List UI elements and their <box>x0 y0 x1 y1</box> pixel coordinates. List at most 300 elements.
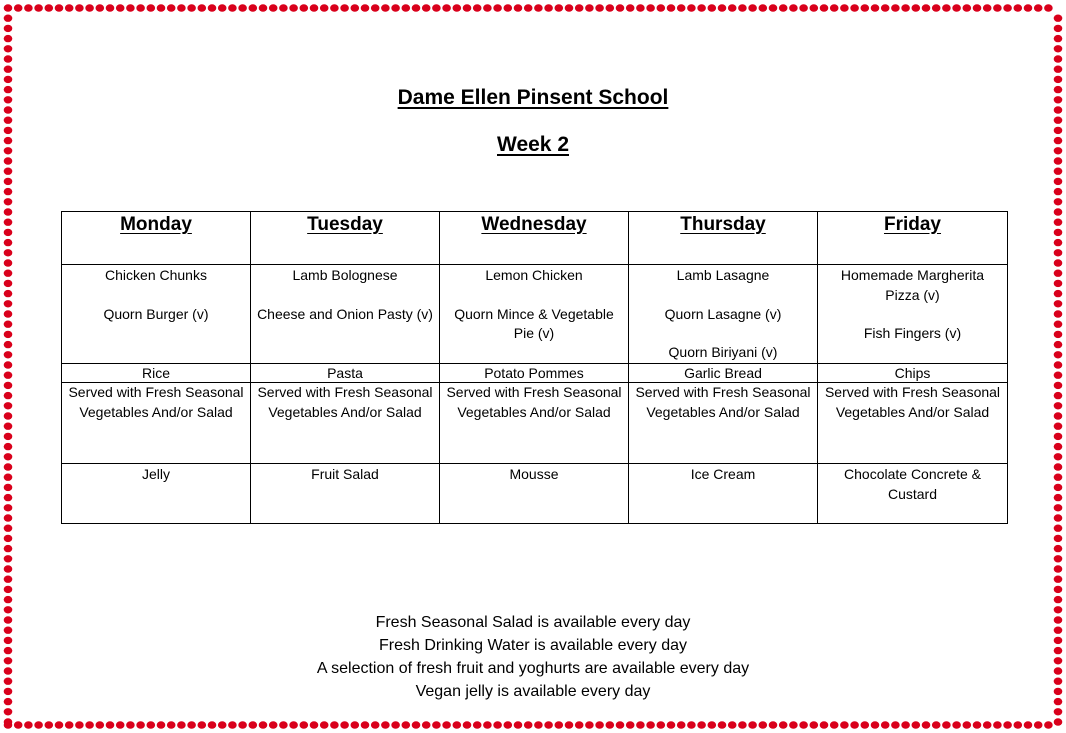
border-dot <box>300 4 309 11</box>
border-dot <box>4 586 13 593</box>
border-dot <box>1054 351 1063 358</box>
border-dot <box>728 4 737 11</box>
border-dot <box>402 4 411 11</box>
border-dot <box>524 4 533 11</box>
border-dot <box>442 4 451 11</box>
border-dot <box>55 721 64 728</box>
veg-cell-monday: Served with Fresh Seasonal Vegetables And/or Salad <box>62 383 251 464</box>
border-dot <box>24 721 33 728</box>
border-dot <box>912 721 921 728</box>
border-dot <box>677 4 686 11</box>
border-dot <box>4 45 13 52</box>
border-dot <box>810 4 819 11</box>
border-dot <box>534 721 543 728</box>
border-dot <box>218 4 227 11</box>
border-dot <box>922 721 931 728</box>
border-dot <box>1054 392 1063 399</box>
border-dot <box>646 721 655 728</box>
border-dot <box>412 4 421 11</box>
border-dot <box>279 721 288 728</box>
border-dot <box>259 721 268 728</box>
border-dot <box>289 4 298 11</box>
border-dot <box>1054 55 1063 62</box>
border-dot <box>616 721 625 728</box>
border-dot <box>565 721 574 728</box>
border-dot <box>1054 433 1063 440</box>
border-dot <box>4 494 13 501</box>
dessert-row <box>62 464 1008 524</box>
border-dot <box>483 4 492 11</box>
border-dot <box>718 4 727 11</box>
border-dot <box>4 721 13 728</box>
border-dot <box>504 4 513 11</box>
border-dot <box>4 463 13 470</box>
border-dot <box>4 208 13 215</box>
border-dot <box>177 721 186 728</box>
border-dot <box>4 555 13 562</box>
border-dot <box>75 721 84 728</box>
border-dot <box>1054 331 1063 338</box>
veg-row <box>62 383 1008 464</box>
border-dot <box>4 321 13 328</box>
footer-line: Fresh Seasonal Salad is available every day <box>375 614 691 631</box>
border-dot <box>1044 4 1053 11</box>
border-dot <box>677 721 686 728</box>
border-dot <box>310 4 319 11</box>
day-header-wednesday: Wednesday <box>440 212 629 265</box>
border-dot <box>330 721 339 728</box>
day-header-friday: Friday <box>818 212 1008 265</box>
border-dot <box>4 157 13 164</box>
border-dot <box>473 4 482 11</box>
border-dot <box>4 290 13 297</box>
border-dot <box>1054 453 1063 460</box>
veg-cell-wednesday: Served with Fresh Seasonal Vegetables And/or Salad <box>440 383 629 464</box>
border-dot <box>667 4 676 11</box>
border-dot <box>4 545 13 552</box>
border-dot <box>738 4 747 11</box>
border-dot <box>371 721 380 728</box>
border-dot <box>442 721 451 728</box>
footer-line: A selection of fresh fruit and yoghurts are available every day <box>316 660 750 677</box>
border-dot <box>1054 270 1063 277</box>
main-dish: Lemon Chicken <box>485 267 583 283</box>
border-dot <box>106 721 115 728</box>
border-dot <box>1024 721 1033 728</box>
border-dot <box>432 721 441 728</box>
border-dot <box>238 721 247 728</box>
border-dot <box>993 4 1002 11</box>
border-dot <box>932 4 941 11</box>
border-dot <box>4 229 13 236</box>
border-dot <box>167 721 176 728</box>
border-dot <box>555 4 564 11</box>
footer-line: Vegan jelly is available every day <box>415 683 651 700</box>
border-dot <box>1054 208 1063 215</box>
border-dot <box>320 4 329 11</box>
border-dot <box>1054 76 1063 83</box>
border-dot <box>514 721 523 728</box>
border-dot <box>1024 4 1033 11</box>
border-dot <box>361 4 370 11</box>
border-dot <box>1054 504 1063 511</box>
border-dot <box>514 4 523 11</box>
border-dot <box>1034 721 1043 728</box>
border-dot <box>14 4 23 11</box>
border-dot <box>952 4 961 11</box>
border-dot <box>891 4 900 11</box>
border-dot <box>922 4 931 11</box>
carb-cell-wednesday: Potato Pommes <box>440 364 629 383</box>
border-dot <box>1054 25 1063 32</box>
border-dot <box>14 721 23 728</box>
border-dot <box>901 721 910 728</box>
border-dot <box>1054 66 1063 73</box>
border-dot <box>4 310 13 317</box>
border-dot <box>4 15 13 22</box>
border-dot <box>1034 4 1043 11</box>
border-dot <box>544 4 553 11</box>
border-dot <box>4 198 13 205</box>
border-dot <box>1054 708 1063 715</box>
border-dot <box>942 721 951 728</box>
main-dish: Quorn Biriyani (v) <box>668 344 778 360</box>
border-dot <box>34 721 43 728</box>
border-dot <box>351 4 360 11</box>
border-dot <box>4 4 13 11</box>
border-dot <box>759 721 768 728</box>
border-dot <box>912 4 921 11</box>
border-dot <box>565 4 574 11</box>
border-dot <box>1054 361 1063 368</box>
border-dot <box>769 4 778 11</box>
border-dot <box>402 721 411 728</box>
border-dot <box>65 721 74 728</box>
border-dot <box>595 4 604 11</box>
border-dot <box>585 4 594 11</box>
border-dot <box>1054 198 1063 205</box>
border-dot <box>320 721 329 728</box>
border-dot <box>1054 290 1063 297</box>
border-dot <box>208 4 217 11</box>
border-dot <box>4 300 13 307</box>
border-dot <box>1054 382 1063 389</box>
border-dot <box>198 721 207 728</box>
border-dot <box>96 4 105 11</box>
border-dot <box>881 4 890 11</box>
border-dot <box>4 525 13 532</box>
border-dot <box>973 721 982 728</box>
day-header-monday: Monday <box>62 212 251 265</box>
main-dish: Lamb Lasagne <box>676 267 770 283</box>
border-dot <box>453 4 462 11</box>
school-title: Dame Ellen Pinsent School <box>397 86 669 109</box>
border-dot <box>1054 514 1063 521</box>
border-dot <box>779 4 788 11</box>
border-dot <box>422 4 431 11</box>
dessert-cell-monday: Jelly <box>62 464 251 524</box>
main-dish: Fish Fingers (v) <box>863 325 962 341</box>
border-dot <box>1054 35 1063 42</box>
border-dot <box>4 361 13 368</box>
border-dot <box>4 474 13 481</box>
border-dot <box>493 4 502 11</box>
border-dot <box>75 4 84 11</box>
border-dot <box>422 721 431 728</box>
border-dot <box>4 412 13 419</box>
border-dot <box>1054 576 1063 583</box>
border-dot <box>4 76 13 83</box>
border-dot <box>861 721 870 728</box>
border-dot <box>1054 249 1063 256</box>
border-dot <box>4 178 13 185</box>
border-dot <box>973 4 982 11</box>
border-dot <box>1054 565 1063 572</box>
border-dot <box>1054 15 1063 22</box>
menu-table <box>61 211 1008 524</box>
border-dot <box>4 372 13 379</box>
border-dot <box>4 535 13 542</box>
main-dish: Cheese and Onion Pasty (v) <box>257 305 433 322</box>
border-dot <box>606 721 615 728</box>
border-dot <box>4 433 13 440</box>
border-dot <box>1054 117 1063 124</box>
border-dot <box>391 4 400 11</box>
border-dot <box>1054 402 1063 409</box>
border-dot <box>1054 535 1063 542</box>
border-dot <box>697 4 706 11</box>
border-dot <box>534 4 543 11</box>
border-dot <box>4 280 13 287</box>
border-dot <box>1054 545 1063 552</box>
border-dot <box>1054 372 1063 379</box>
border-dot <box>136 4 145 11</box>
border-dot <box>657 4 666 11</box>
border-dot <box>340 721 349 728</box>
border-dot <box>942 4 951 11</box>
border-dot <box>249 721 258 728</box>
border-dot <box>147 721 156 728</box>
border-dot <box>626 721 635 728</box>
border-dot <box>799 721 808 728</box>
border-dot <box>4 341 13 348</box>
border-dot <box>1054 423 1063 430</box>
border-dot <box>1003 4 1012 11</box>
border-dot <box>45 4 54 11</box>
mains-cell-monday <box>62 265 251 364</box>
border-dot <box>412 721 421 728</box>
border-dot <box>952 721 961 728</box>
border-dot <box>24 4 33 11</box>
border-dot <box>157 4 166 11</box>
border-dot <box>4 188 13 195</box>
border-dot <box>177 4 186 11</box>
border-dot <box>850 721 859 728</box>
border-dot <box>473 721 482 728</box>
border-dot <box>4 219 13 226</box>
border-dot <box>4 392 13 399</box>
border-dot <box>269 721 278 728</box>
border-dot <box>820 721 829 728</box>
border-dot <box>4 25 13 32</box>
border-dot <box>687 4 696 11</box>
mains-cell-wednesday <box>440 265 629 364</box>
border-dot <box>1054 463 1063 470</box>
main-dish: Quorn Lasagne (v) <box>664 305 782 322</box>
border-dot <box>1054 168 1063 175</box>
border-dot <box>993 721 1002 728</box>
mains-cell-friday <box>818 265 1008 364</box>
border-dot <box>4 718 13 725</box>
border-dot <box>708 4 717 11</box>
dessert-cell-wednesday: Mousse <box>440 464 629 524</box>
border-dot <box>45 721 54 728</box>
border-dot <box>381 4 390 11</box>
border-dot <box>1044 721 1053 728</box>
veg-cell-tuesday: Served with Fresh Seasonal Vegetables And/or Salad <box>251 383 440 464</box>
border-dot <box>718 721 727 728</box>
border-dot <box>1054 219 1063 226</box>
border-dot <box>259 4 268 11</box>
main-dish: Quorn Mince & Vegetable Pie (v) <box>454 305 614 341</box>
border-dot <box>96 721 105 728</box>
border-dot <box>840 4 849 11</box>
border-dot <box>1054 321 1063 328</box>
main-dish: Quorn Burger (v) <box>103 305 209 322</box>
border-dot <box>126 4 135 11</box>
border-dot <box>1054 341 1063 348</box>
main-dish: Lamb Bolognese <box>292 267 398 283</box>
border-dot <box>126 721 135 728</box>
border-dot <box>636 721 645 728</box>
border-dot <box>4 443 13 450</box>
border-dot <box>463 721 472 728</box>
border-dot <box>371 4 380 11</box>
border-dot <box>106 4 115 11</box>
border-dot <box>4 351 13 358</box>
border-dot <box>228 4 237 11</box>
carb-row <box>62 364 1008 383</box>
border-dot <box>657 721 666 728</box>
border-dot <box>85 721 94 728</box>
border-dot <box>4 382 13 389</box>
border-dot <box>4 423 13 430</box>
border-dot <box>555 721 564 728</box>
border-dot <box>1054 443 1063 450</box>
border-dot <box>891 721 900 728</box>
border-dot <box>432 4 441 11</box>
border-dot <box>4 576 13 583</box>
mains-row <box>62 265 1008 364</box>
day-header-row <box>62 212 1008 265</box>
border-dot <box>4 402 13 409</box>
border-dot <box>871 4 880 11</box>
border-dot <box>330 4 339 11</box>
border-dot <box>1003 721 1012 728</box>
border-dot <box>1054 586 1063 593</box>
mains-cell-tuesday <box>251 265 440 364</box>
border-dot <box>871 721 880 728</box>
border-dot <box>167 4 176 11</box>
border-dot <box>963 721 972 728</box>
mains-cell-thursday <box>629 265 818 364</box>
border-dot <box>1054 555 1063 562</box>
border-dot <box>1054 300 1063 307</box>
carb-cell-monday: Rice <box>62 364 251 383</box>
day-header-thursday: Thursday <box>629 212 818 265</box>
day-header-tuesday: Tuesday <box>251 212 440 265</box>
border-dot <box>575 4 584 11</box>
border-dot <box>4 331 13 338</box>
border-dot <box>116 4 125 11</box>
footer-line: Fresh Drinking Water is available every day <box>379 637 687 654</box>
border-dot <box>361 721 370 728</box>
week-title: Week 2 <box>497 133 569 156</box>
border-dot <box>4 55 13 62</box>
border-dot <box>504 721 513 728</box>
border-dot <box>85 4 94 11</box>
border-dot <box>861 4 870 11</box>
border-dot <box>830 4 839 11</box>
border-dot <box>667 721 676 728</box>
border-dot <box>728 721 737 728</box>
border-dot <box>198 4 207 11</box>
border-dot <box>351 721 360 728</box>
border-dot <box>738 721 747 728</box>
border-dot <box>585 721 594 728</box>
border-dot <box>300 721 309 728</box>
border-dot <box>799 4 808 11</box>
border-dot <box>840 721 849 728</box>
border-dot <box>136 721 145 728</box>
border-dot <box>687 721 696 728</box>
border-dot <box>850 4 859 11</box>
border-dot <box>963 4 972 11</box>
border-dot <box>595 721 604 728</box>
border-dot <box>616 4 625 11</box>
border-dot <box>4 484 13 491</box>
border-dot <box>1054 494 1063 501</box>
border-dot <box>544 721 553 728</box>
border-dot <box>4 35 13 42</box>
border-dot <box>1054 45 1063 52</box>
border-dot <box>310 721 319 728</box>
border-dot <box>1054 412 1063 419</box>
border-dot <box>779 721 788 728</box>
border-dot <box>147 4 156 11</box>
border-dot <box>65 4 74 11</box>
border-dot <box>1054 157 1063 164</box>
border-dot <box>381 721 390 728</box>
border-dot <box>4 514 13 521</box>
border-dot <box>218 721 227 728</box>
border-dot <box>1054 310 1063 317</box>
border-dot <box>4 117 13 124</box>
border-dot <box>4 453 13 460</box>
border-dot <box>391 721 400 728</box>
border-dot <box>4 270 13 277</box>
border-dot <box>187 721 196 728</box>
border-dot <box>1054 596 1063 603</box>
veg-cell-thursday: Served with Fresh Seasonal Vegetables And/or Salad <box>629 383 818 464</box>
footer-notes <box>0 611 1066 703</box>
border-dot <box>4 565 13 572</box>
border-dot <box>453 721 462 728</box>
border-dot <box>4 504 13 511</box>
border-dot <box>759 4 768 11</box>
border-dot <box>4 708 13 715</box>
dessert-cell-thursday: Ice Cream <box>629 464 818 524</box>
